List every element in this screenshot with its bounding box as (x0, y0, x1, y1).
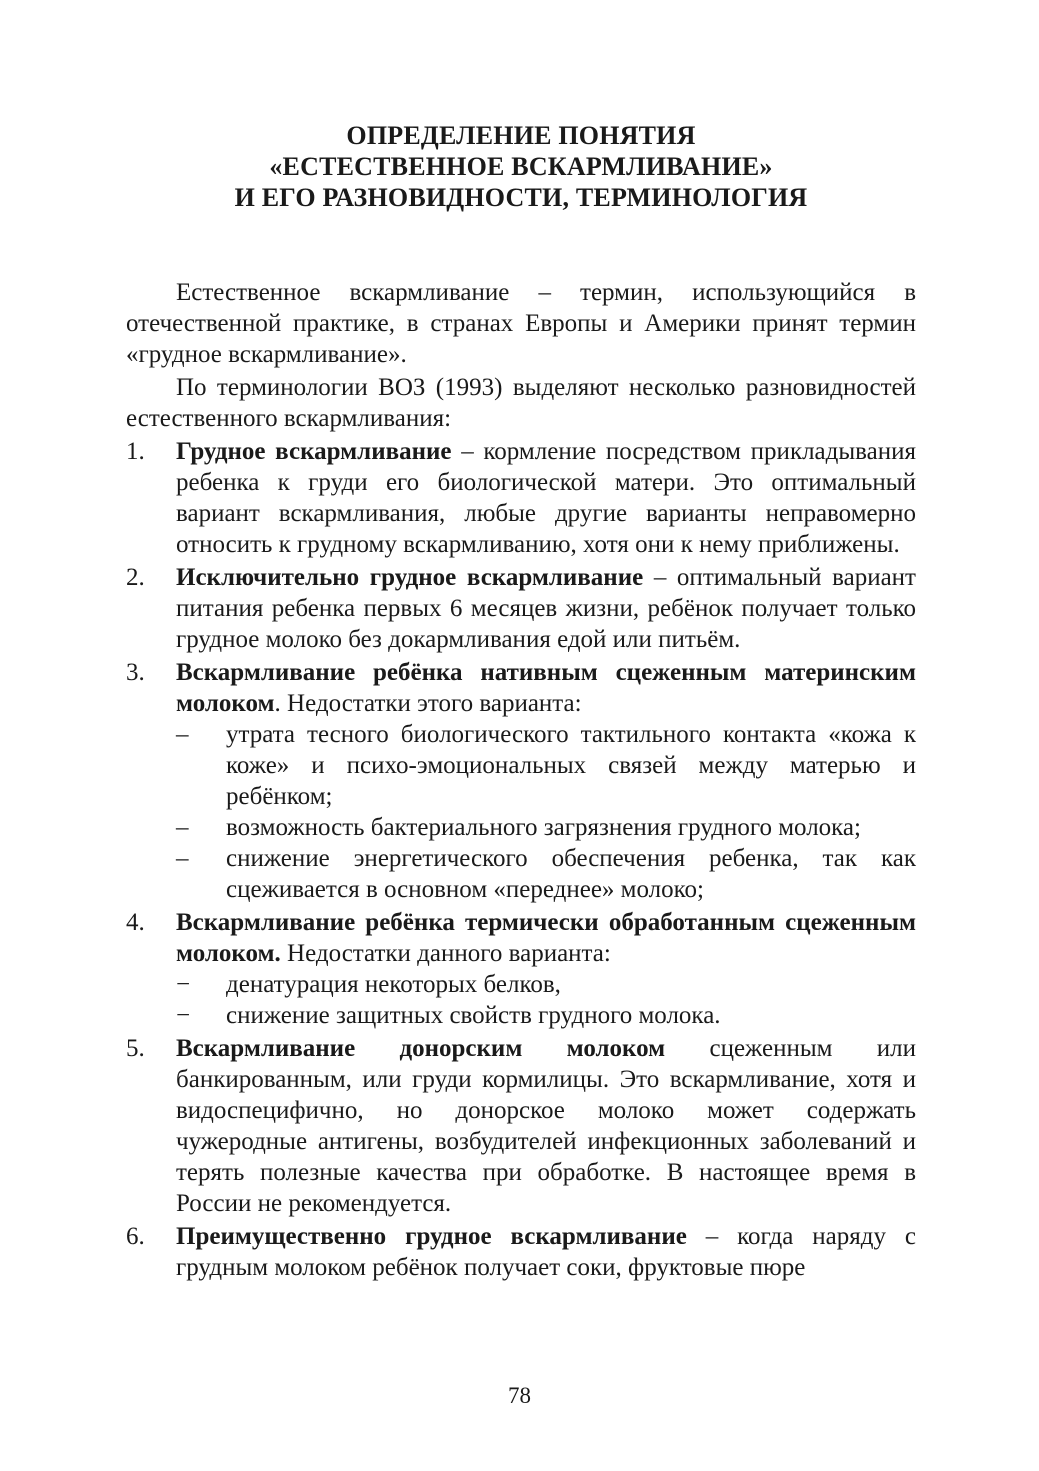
intro-paragraph-2: По терминологии ВОЗ (1993) выделяют несколько разновидностей естественного вскармливания: (126, 374, 916, 432)
sub-item-text: возможность бактериального загрязнения грудного молока; (226, 814, 861, 841)
intro-paragraph-1: Естественное вскармливание – термин, использующийся в отечественной практике, в странах Европы и Америки принят термин «грудное вскармливание». (126, 279, 916, 368)
sub-list-item (176, 969, 916, 1000)
list-item (126, 1221, 916, 1283)
item-number: 1. (126, 438, 145, 465)
item-description: Недостатки данного варианта: (280, 940, 611, 967)
item-term: Грудное вскармливание (176, 438, 452, 465)
item-description: – когда наряду с грудным молоком ребёнок получает соки, фруктовые пюре (176, 1223, 916, 1281)
list-item (126, 907, 916, 1031)
item-description: сцеженным или банкированным, или груди кормилицы. Это вскармливание, хотя и видоспецифично, но донорское молоко может содержать чужеродные антигены, возбудителей инфекционных заболеваний и терять полезные качества при обработке. В настоящее время в России не рекомендуется. (176, 1035, 916, 1217)
item-term: Исключительно грудное вскармливание (176, 564, 644, 591)
list-item (126, 562, 916, 655)
body-text (126, 277, 916, 1283)
item-number: 4. (126, 909, 145, 936)
item-description: . Недостатки этого варианта: (274, 690, 582, 717)
drawbacks-list (176, 719, 916, 905)
item-number: 2. (126, 564, 145, 591)
item-term: Вскармливание ребёнка нативным сцеженным материнским молоком (176, 659, 916, 717)
sub-list-item (176, 719, 916, 812)
item-number: 6. (126, 1223, 145, 1250)
dash-marker: – (176, 814, 189, 841)
item-term: Преимущественно грудное вскармливание (176, 1223, 687, 1250)
drawbacks-list (176, 969, 916, 1031)
item-description: – оптимальный вариант питания ребенка первых 6 месяцев жизни, ребёнок получает только грудное молоко без докармливания едой или питьём. (176, 564, 916, 653)
sub-list-item (176, 843, 916, 905)
dash-marker: − (176, 1002, 191, 1029)
dash-marker: – (176, 845, 189, 872)
sub-item-text: утрата тесного биологического тактильного контакта «кожа к коже» и психо-эмоциональных связей между матерью и ребёнком; (226, 721, 916, 810)
sub-item-text: снижение энергетического обеспечения ребенка, так как сцеживается в основном «переднее» молоко; (226, 845, 916, 903)
sub-list-item (176, 1000, 916, 1031)
page-title (126, 120, 916, 213)
title-line-1: ОПРЕДЕЛЕНИЕ ПОНЯТИЯ (346, 121, 696, 150)
dash-marker: − (176, 971, 191, 998)
title-line-3: И ЕГО РАЗНОВИДНОСТИ, ТЕРМИНОЛОГИЯ (234, 183, 808, 212)
sub-list-item (176, 812, 916, 843)
list-item (126, 657, 916, 905)
title-line-2: «ЕСТЕСТВЕННОЕ ВСКАРМЛИВАНИЕ» (269, 152, 773, 181)
sub-item-text: денатурация некоторых белков, (226, 971, 561, 998)
page-number: 78 (508, 1383, 531, 1408)
item-term: Вскармливание ребёнка термически обработанным сцеженным молоком. (176, 909, 916, 967)
item-description: – кормление посредством прикладывания ребенка к груди его биологической матери. Это оптимальный вариант вскармливания, любые другие варианты неправомерно относить к грудному вскармливанию, хотя они к нему приближены. (176, 438, 917, 558)
item-number: 3. (126, 659, 145, 686)
sub-item-text: снижение защитных свойств грудного молока. (226, 1002, 721, 1029)
list-item (126, 436, 916, 560)
feeding-types-list (126, 436, 916, 1283)
dash-marker: – (176, 721, 189, 748)
list-item (126, 1033, 916, 1219)
item-term: Вскармливание донорским молоком (176, 1035, 666, 1062)
item-number: 5. (126, 1035, 145, 1062)
